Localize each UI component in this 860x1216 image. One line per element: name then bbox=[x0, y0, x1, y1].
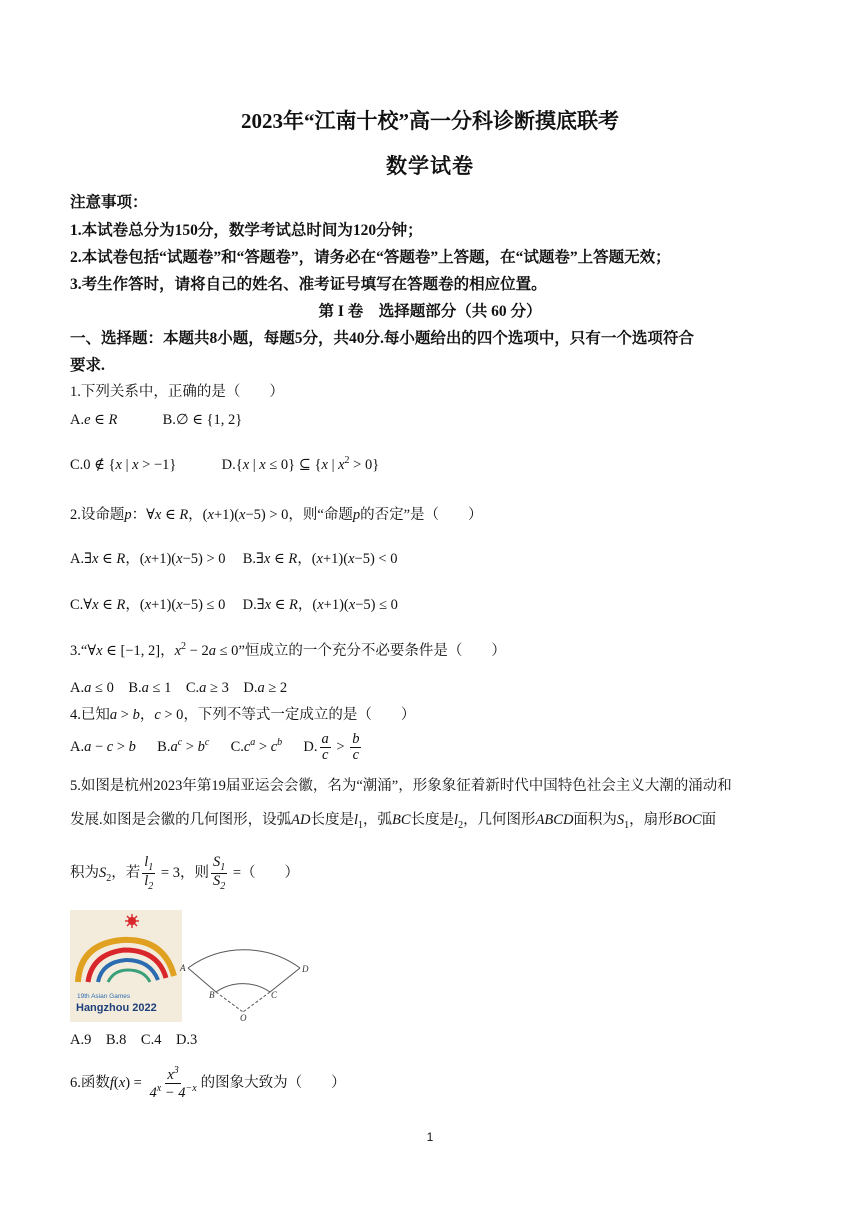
q5-l3-c: ，则 bbox=[179, 865, 209, 882]
q5-l2-g: ，扇形 bbox=[629, 812, 673, 828]
q5-l3-a: 积为 bbox=[70, 865, 99, 882]
q5-l2-b: 长度是 bbox=[310, 812, 354, 828]
question-2-options-cd: C.∀x ∈ R，(x+1)(x−5) ≤ 0 D.∃x ∈ R，(x+1)(x−5) ≤ 0 bbox=[70, 597, 398, 613]
q6-prefix: 6.函数 bbox=[70, 1074, 110, 1091]
q1-option-c-label: C. bbox=[70, 456, 84, 473]
q4-suffix: ，下列不等式一定成立的是（ ） bbox=[183, 707, 416, 723]
q5-l2-e: ，几何图形 bbox=[463, 812, 536, 828]
q5-l2-c: ，弧 bbox=[363, 812, 392, 828]
question-5-line-2: 发展.如图是会徽的几何图形，设弧AD长度是$l_1$，弧BC长度是$l_2$，几何图形ABCD面积为$S_1$，扇形BOC面 bbox=[70, 812, 717, 831]
question-5-line-1: 5.如图是杭州2023年第19届亚运会会徽，名为“潮涌”，形象象征着新时代中国特色社会主义大潮的涌动和 bbox=[70, 778, 732, 794]
q5-l2-h: 面 bbox=[701, 812, 717, 828]
part1-instructions-line2: 要求. bbox=[70, 357, 105, 374]
label-o: O bbox=[240, 1013, 247, 1022]
notice-item-3: 3.考生作答时，请将自己的姓名、准考证号填写在答题卷的相应位置。 bbox=[70, 276, 547, 293]
question-2: 2.设命题p：∀x ∈ R，(x+1)(x−5) > 0，则“命题p的否定”是（ ） bbox=[70, 507, 483, 523]
q2-prefix: 2.设命题 bbox=[70, 507, 125, 523]
q5-l2-a: 发展.如图是会徽的几何图形，设弧 bbox=[70, 812, 292, 828]
question-4: 4.已知a > b，c > 0，下列不等式一定成立的是（ ） bbox=[70, 707, 416, 723]
question-5-line-3: 积为$S_2$，若 $\frac{l_1}{l_2}$ = 3，则 $\frac{S_1}{S_2}$ =（ ） bbox=[70, 854, 300, 893]
asian-games-figure bbox=[70, 910, 310, 1022]
q5-l3-d: （ ） bbox=[241, 865, 300, 882]
q3-prefix: 3.“ bbox=[70, 643, 88, 659]
label-d: D bbox=[302, 964, 309, 974]
question-6: 6.函数f(x) = $\frac{x^3}{4^x - 4^{-x}}$ 的图象大致为（ ） bbox=[70, 1065, 346, 1101]
q2-mid: ，则“命题 bbox=[288, 507, 353, 523]
q5-l3-b: ，若 bbox=[111, 865, 141, 882]
hangzhou-logo-image bbox=[70, 910, 182, 1022]
q2-suffix: 的否定”是（ ） bbox=[360, 507, 483, 523]
part1-instructions-line1: 一、选择题：本题共8小题，每题5分，共40分.每小题给出的四个选项中，只有一个选项符合 bbox=[70, 330, 694, 347]
notice-item-1: 1.本试卷总分为150分，数学考试总时间为120分钟； bbox=[70, 222, 423, 239]
question-3-options: A.a ≤ 0 B.a ≤ 1 C.a ≥ 3 D.a ≥ 2 bbox=[70, 680, 288, 696]
page-number: 1 bbox=[426, 1130, 434, 1144]
question-5-options: A.9 B.8 C.4 D.3 bbox=[70, 1032, 198, 1048]
q5-l2-f: 面积为 bbox=[573, 812, 617, 828]
section-title: 第 I 卷 选择题部分（共 60 分） bbox=[318, 303, 542, 320]
exam-subtitle: 数学试卷 bbox=[386, 154, 474, 178]
q6-suffix: 的图象大致为（ ） bbox=[200, 1074, 346, 1091]
q4-prefix: 4.已知 bbox=[70, 707, 110, 723]
q1-option-a-label: A. bbox=[70, 412, 85, 428]
figure-svg bbox=[70, 910, 310, 1022]
label-b: B bbox=[209, 990, 215, 1000]
exam-title: 2023年“江南十校”高一分科诊断摸底联考 bbox=[241, 109, 619, 133]
question-3: 3.“∀x ∈ [−1, 2]，$x^2 - 2a \le 0$”恒成立的一个充分不必要条件是（ ） bbox=[70, 641, 506, 659]
notice-item-2: 2.本试卷包括“试题卷”和“答题卷”，请务必在“答题卷”上答题，在“试题卷”上答题无效； bbox=[70, 249, 671, 266]
logo-games-text: 19th Asian Games bbox=[77, 993, 131, 1000]
notice-heading: 注意事项： bbox=[70, 194, 148, 211]
question-2-options-ab: A.∃x ∈ R，(x+1)(x−5) > 0 B.∃x ∈ R，(x+1)(x−5) < 0 bbox=[70, 551, 398, 567]
q5-l2-d: 长度是 bbox=[410, 812, 455, 828]
question-1-options-ab: A.e ∈ R B.∅ ∈ {1, 2} bbox=[70, 412, 243, 428]
q1-option-b-label: B. bbox=[162, 412, 176, 428]
q1-option-d-label: D. bbox=[221, 456, 236, 473]
label-c: C bbox=[271, 990, 278, 1000]
question-1-options-cd: C.0 ∉ {x | x > −1} D.{x | x ≤ 0} ⊆ {x | $x^2 > 0$} bbox=[70, 455, 380, 473]
question-4-options: A.a − c > b $B.a^c > b^c$ $C.c^a > c^b$ D. $\frac{a}{c}$ > $\frac{b}{c}$ bbox=[70, 731, 360, 764]
question-1: 1.下列关系中，正确的是（ ） bbox=[70, 384, 284, 400]
label-a: A bbox=[180, 963, 186, 973]
logo-city-text: Hangzhou 2022 bbox=[76, 1002, 157, 1014]
q3-suffix: ”恒成立的一个充分不必要条件是（ ） bbox=[238, 643, 506, 659]
